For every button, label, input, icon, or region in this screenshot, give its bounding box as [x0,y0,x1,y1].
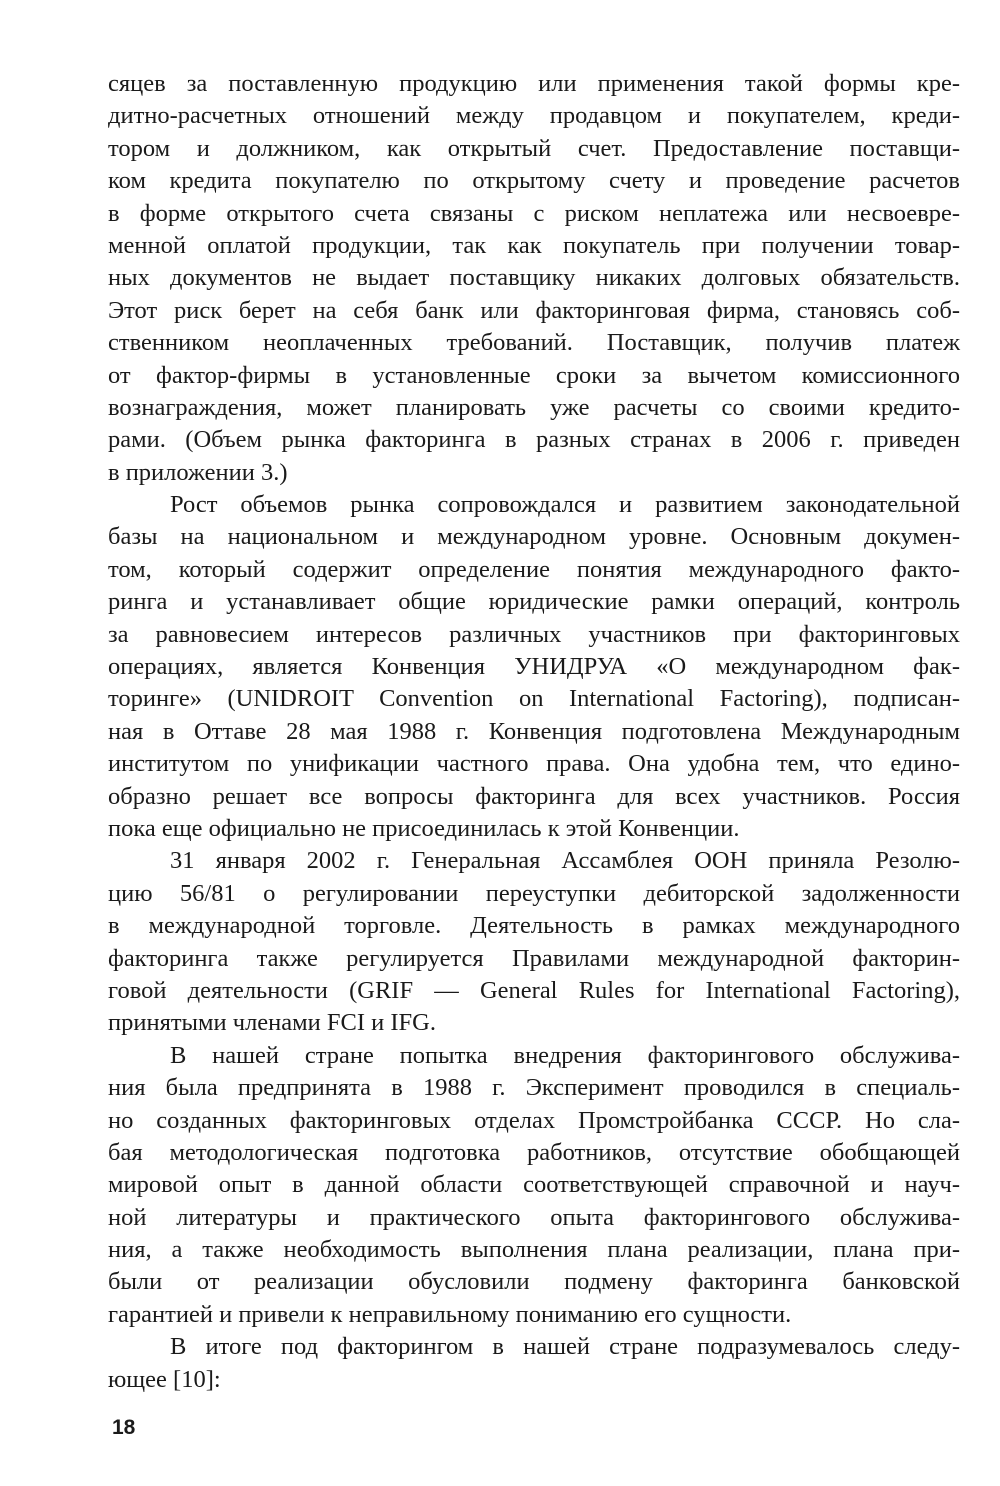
text-line: за равновесием интересов различных участников при факторинговых [108,620,960,648]
text-line: образно решает все вопросы факторинга для всех участников. Россия [108,782,960,810]
text-line: вознаграждения, может планировать уже расчеты со своими кредито- [108,393,960,421]
paragraph-5 [108,1331,960,1396]
text-line: говой деятельности (GRIF — General Rules for International Factoring), [108,976,960,1004]
text-line: В нашей стране попытка внедрения факторингового обслужива- [170,1041,960,1069]
text-line: институтом по унификации частного права. Она удобна тем, что едино- [108,750,960,778]
text-line: торинге» (UNIDROIT Convention on International Factoring), подписан- [108,685,960,713]
text-line: В итоге под факторингом в нашей стране подразумевалось следу- [170,1333,960,1361]
text-line: мировой опыт в данной области соответствующей справочной и науч- [108,1171,960,1199]
text-line: рами. (Объем рынка факторинга в разных странах в 2006 г. приведен [108,426,960,454]
text-line: том, который содержит определение понятия международного факто- [108,555,960,583]
paragraph-3 [108,845,960,1039]
text-line: факторинга также регулируется Правилами международной факторин- [108,944,960,972]
text-line: принятыми членами FCI и IFG. [108,1009,436,1037]
text-line: ния, а также необходимость выполнения плана реализации, плана при- [108,1236,960,1264]
text-line: операциях, является Конвенция УНИДРУА «О международном фак- [108,653,960,681]
text-line: от фактор-фирмы в установленные сроки за вычетом комиссионного [108,361,960,389]
text-line: дитно-расчетных отношений между продавцом и покупателем, креди- [108,102,960,130]
page-body [108,68,960,1396]
page-number: 18 [112,1416,136,1439]
text-line: сяцев за поставленную продукцию или применения такой формы кре- [108,70,960,97]
text-line: ком кредита покупателю по открытому счету и проведение расчетов [108,167,960,195]
text-line: гарантией и привели к неправильному пониманию его сущности. [108,1300,792,1328]
text-line: ных документов не выдает поставщику никаких долговых обязательств. [108,264,960,292]
paragraph-2 [108,489,960,845]
text-line: были от реализации обусловили подмену факторинга банковской [108,1268,960,1296]
text-line: в форме открытого счета связаны с риском неплатежа или несвоевре- [108,199,960,227]
text-line: бая методологическая подготовка работников, отсутствие обобщающей [108,1138,960,1166]
text-line: ственником неоплаченных требований. Поставщик, получив платеж [108,329,960,357]
text-line: но созданных факторинговых отделах Промстройбанка СССР. Но сла- [108,1106,960,1134]
text-line: Рост объемов рынка сопровождался и развитием законодательной [170,491,960,519]
paragraph-1 [108,68,960,489]
text-line: менной оплатой продукции, так как покупатель при получении товар- [108,231,960,259]
text-line: в приложении 3.) [108,458,288,486]
text-line: 31 января 2002 г. Генеральная Ассамблея ООН приняла Резолю- [170,847,960,875]
text-line: ющее [10]: [108,1365,221,1393]
text-line: ная в Оттаве 28 мая 1988 г. Конвенция подготовлена Международным [108,717,960,745]
text-line: ной литературы и практического опыта факторингового обслужива- [108,1203,960,1231]
paragraph-4 [108,1040,960,1332]
text-line: ния была предпринята в 1988 г. Эксперимент проводился в специаль- [108,1074,960,1102]
text-line: базы на национальном и международном уровне. Основным докумен- [108,523,960,551]
text-line: цию 56/81 о регулировании переуступки дебиторской задолженности [108,879,960,907]
text-line: тором и должником, как открытый счет. Предоставление поставщи- [108,134,960,162]
text-line: пока еще официально не присоединилась к этой Конвенции. [108,814,740,842]
text-line: Этот риск берет на себя банк или факторинговая фирма, становясь соб- [108,296,960,324]
text-line: ринга и устанавливает общие юридические рамки операций, контроль [108,588,960,616]
text-line: в международной торговле. Деятельность в рамках международного [108,912,960,940]
